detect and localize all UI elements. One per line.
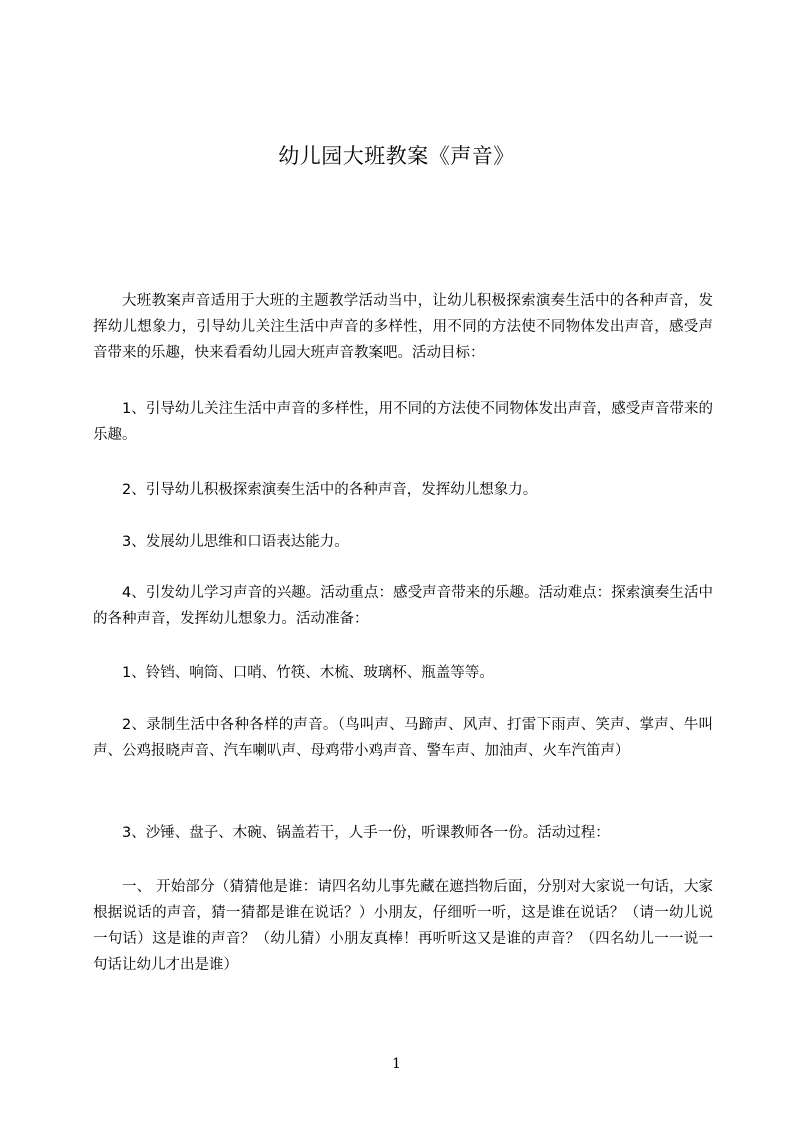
document-title: 幼儿园大班教案《声音》 (278, 144, 515, 168)
goal-paragraph-1: 1、引导幼儿关注生活中声音的多样性，用不同的方法使不同物体发出声音，感受声音带来的乐趣。 (93, 401, 713, 443)
page-number: 1 (392, 1056, 401, 1072)
preparation-paragraph-1: 1、铃铛、响筒、口哨、竹筷、木梳、玻璃杯、瓶盖等等。 (122, 665, 494, 681)
process-paragraph-1: 一、 开始部分（猜猜他是谁：请四名幼儿事先藏在遮挡物后面，分别对大家说一句话，大家根据说话的声音，猜一猜都是谁在说话？）小朋友，仔细听一听，这是谁在说话？（请一幼儿说一句话）这是谁的声音？（幼儿猜）小朋友真棒！再听听这又是谁的声音？（四名幼儿一一说一句话让幼儿才出是谁） (93, 879, 713, 973)
preparation-paragraph-2: 2、录制生活中各种各样的声音。（鸟叫声、马蹄声、风声、打雷下雨声、笑声、掌声、牛叫声、公鸡报晓声音、汽车喇叭声、母鸡带小鸡声音、警车声、加油声、火车汽笛声） (93, 717, 713, 759)
goal-paragraph-3: 3、发展幼儿思维和口语表达能力。 (122, 534, 349, 550)
preparation-paragraph-3: 3、沙锤、盘子、木碗、锅盖若干，人手一份，听课教师各一份。活动过程： (122, 825, 610, 841)
goal-paragraph-2: 2、引导幼儿积极探索演奏生活中的各种声音，发挥幼儿想象力。 (122, 482, 538, 498)
goal-paragraph-4: 4、引发幼儿学习声音的兴趣。活动重点：感受声音带来的乐趣。活动难点：探索演奏生活中的各种声音，发挥幼儿想象力。活动准备： (93, 585, 713, 627)
intro-paragraph: 大班教案声音适用于大班的主题教学活动当中，让幼儿积极探索演奏生活中的各种声音，发挥幼儿想象力，引导幼儿关注生活中声音的多样性，用不同的方法使不同物体发出声音，感受声音带来的乐趣，快来看看幼儿园大班声音教案吧。活动目标： (93, 293, 713, 361)
